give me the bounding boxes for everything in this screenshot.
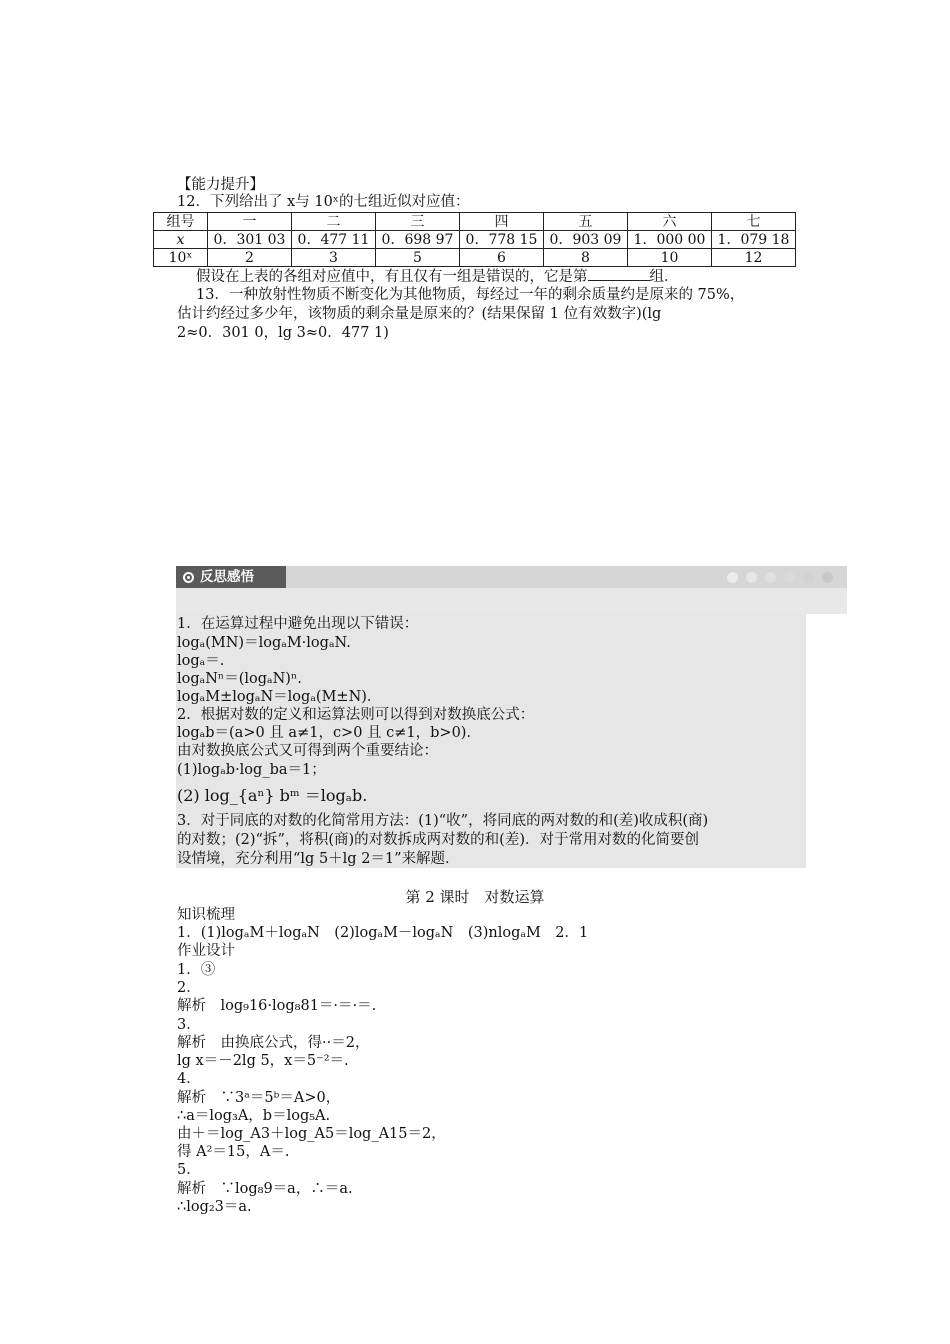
table-cell: 0．698 97: [376, 231, 460, 249]
table-row: [154, 231, 796, 249]
answer-line: 作业设计: [177, 943, 235, 959]
answer-line: 解析 ∵3ᵃ＝5ᵇ＝A>0，: [177, 1090, 341, 1106]
q12-intro: 12．下列给出了 x与 10ˣ的七组近似对应值：: [177, 194, 470, 210]
reflection-line: logₐb＝(a>0 且 a≠1，c>0 且 c≠1，b>0)．: [177, 725, 481, 741]
reflection-line: 的对数；(2)“拆”，将积(商)的对数拆成两对数的和(差)．对于常用对数的化简要创: [177, 832, 699, 848]
q13-line-1: 13．一种放射性物质不断变化为其他物质，每经过一年的剩余质量约是原来的 75%，: [196, 287, 745, 303]
table-cell: 三: [376, 213, 460, 231]
lesson-title: 第 2 课时 对数运算: [405, 888, 545, 906]
reflection-line: (1)logₐb·log_ba＝1；: [177, 762, 326, 778]
reflection-line: 由对数换底公式又可得到两个重要结论：: [177, 743, 438, 759]
answer-line: 5．: [177, 1162, 201, 1178]
table-cell: 3: [292, 249, 376, 267]
table-cell: 8: [544, 249, 628, 267]
q12-statement: [196, 268, 679, 286]
table-cell: x: [154, 231, 208, 249]
dot-icon: [746, 572, 757, 583]
table-cell: 一: [208, 213, 292, 231]
dot-icon: [822, 572, 833, 583]
table-cell: 10: [628, 249, 712, 267]
dot-icon: [727, 572, 738, 583]
dot-icon: [784, 572, 795, 583]
reflection-banner: [176, 566, 847, 588]
dot-icon: [803, 572, 814, 583]
answer-line: ∴log₂3＝a.: [177, 1199, 252, 1215]
answer-line: 解析 ∵log₈9＝a，∴＝a.: [177, 1181, 353, 1197]
table-cell: 12: [712, 249, 796, 267]
answer-line: lg x＝－2lg 5，x＝5⁻²＝.: [177, 1053, 349, 1069]
answer-line: 1．(1)logₐM＋logₐN (2)logₐM－logₐN (3)nlogₐM 2．1: [177, 925, 589, 941]
answer-line: 得 A²＝15，A＝.: [177, 1144, 290, 1160]
answer-line: 解析 log₉16·log₈81＝·＝·＝.: [177, 998, 377, 1014]
table-cell: 二: [292, 213, 376, 231]
table-cell: 0．903 09: [544, 231, 628, 249]
table-cell: 5: [376, 249, 460, 267]
banner-label: [176, 566, 286, 588]
target-icon: [183, 572, 194, 583]
reflection-line: logₐ＝.: [177, 653, 225, 669]
answer-line: 1．③: [177, 962, 216, 978]
decorative-dots: [719, 571, 833, 587]
table-cell: 1．000 00: [628, 231, 712, 249]
reflection-line: logₐM±logₐN＝logₐ(M±N)．: [177, 689, 382, 705]
answer-line: ∴a＝log₃A，b＝log₅A.: [177, 1108, 331, 1124]
table-cell: 2: [208, 249, 292, 267]
answer-line: 4．: [177, 1071, 201, 1087]
table-cell: 四: [460, 213, 544, 231]
banner-title: 反思感悟: [200, 569, 254, 585]
table-cell: 七: [712, 213, 796, 231]
reflection-line: logₐ(MN)＝logₐM·logₐN.: [177, 635, 351, 651]
table-cell: 6: [460, 249, 544, 267]
dot-icon: [765, 572, 776, 583]
reflection-line: (2) log_{aⁿ} bᵐ ＝logₐb.: [177, 786, 368, 805]
reflection-line: 设情境，充分利用“lg 5＋lg 2＝1”来解题．: [177, 851, 460, 867]
table-cell: 0．477 11: [292, 231, 376, 249]
banner-shade: [176, 588, 847, 614]
table-cell: 0．301 03: [208, 231, 292, 249]
reflection-line: 3．对于同底的对数的化简常用方法：(1)“收”，将同底的两对数的和(差)收成积(商): [177, 813, 709, 829]
answer-blank: [588, 268, 650, 281]
answer-line: 3．: [177, 1017, 201, 1033]
table-cell: 1．079 18: [712, 231, 796, 249]
table-cell: 10ˣ: [154, 249, 208, 267]
reflection-line: 2．根据对数的定义和运算法则可以得到对数换底公式：: [177, 707, 535, 723]
table-row: [154, 213, 796, 231]
reflection-line: logₐNⁿ＝(logₐN)ⁿ.: [177, 671, 302, 687]
table-cell: 五: [544, 213, 628, 231]
q12-statement-before: 假设在上表的各组对应值中，有且仅有一组是错误的，它是第: [196, 269, 588, 285]
table-cell: 六: [628, 213, 712, 231]
table-cell: 0．778 15: [460, 231, 544, 249]
table-cell: 组号: [154, 213, 208, 231]
table-row: [154, 249, 796, 267]
answer-line: 由＋＝log_A3＋log_A5＝log_A15＝2，: [177, 1126, 446, 1142]
q12-statement-after: 组．: [649, 269, 679, 285]
answer-line: 知识梳理: [177, 907, 235, 923]
q13-line-2: 估计约经过多少年，该物质的剩余量是原来的？(结果保留 1 位有效数字)(lg: [177, 306, 662, 322]
section-heading: 【能力提升】: [177, 177, 264, 193]
q13-line-3: 2≈0．301 0，lg 3≈0．477 1): [177, 325, 389, 341]
answer-line: 解析 由换底公式，得··＝2，: [177, 1035, 370, 1051]
reflection-line: 1．在运算过程中避免出现以下错误：: [177, 616, 419, 632]
answer-line: 2．: [177, 980, 201, 996]
value-table: [153, 212, 796, 267]
